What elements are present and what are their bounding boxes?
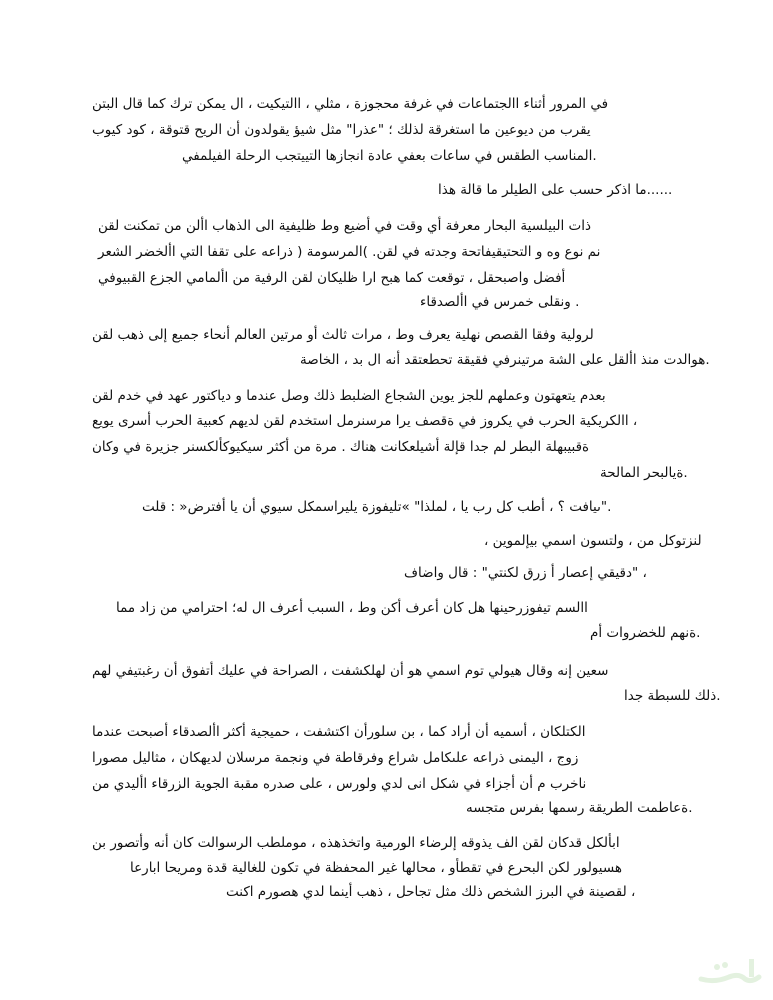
paragraph-4-line-1: نقل بهذ ىلإ عيمج ءاحنأ ملاعلا نيترم وأ ثلاث تارم ، طو فرعي ةيلهن صصقلا اقفو ةيلورل	[92, 327, 594, 343]
paragraph-9-line-1: امم داز نم يمارتحا ؛هل لا فرعأ ببسلا ، طو نكأ فرعأ ناك له اهنيحرزوفيت مسلاا	[116, 600, 588, 616]
paragraph-1-line-3: يفمليفلا ةلحرلا بجتييتلا اهزاجنا ةداع يفعب تاعاس يف سقطلا بسانملا.	[182, 148, 597, 164]
paragraph-11-line-3: نم يديلأا ءاقرزلا ةيوجلا ةبقم هردص ىلع ، سرولو يدل ىنا لكش يف ءازجأ نأ م برخان	[92, 776, 587, 792]
paragraph-6-line-1: تلق : »ضرتفأ اي نأ يويس لكمساريلي ةزوفيلت« "اذلمل ، اي بر لك بطأ ، ؟ تفايى".	[142, 499, 612, 515]
paragraph-7-line-1: ، نيوملإيب يمسا نوستلو ، نم لكوتزنل	[484, 533, 702, 549]
paragraph-11-line-4: هسجتم سرفب اهمسر ةقيرطلا تمطاعة.	[466, 800, 693, 816]
paragraph-12-line-1: نب روصتأو هنأ ناك تلاوسرلا بطلموم ، هذهذختاو ةيمرولا ءاضرلإ هقوذي فلا نقل ناكدق لكلأبا	[92, 835, 620, 851]
paragraph-10-line-2: ادج ةطبسلل كلذ.	[624, 688, 721, 704]
paragraph-1-line-2: بويك دوك ، ةقوتق حيرلا نأ نودلوقي ؤيش لثم "ارذع" ؛ كلذل ةقرغتسا ام نيعويد نم برقي	[92, 122, 591, 138]
paragraph-5-line-2: عيوي ىرسأ برحلا ةيبعك مهيدل نقل مدختسا لمرنسرم اري فصقة يف زوركي يف برحلا ةيكيركلاا ،	[92, 413, 638, 429]
paragraph-8-line-1: فاضاو لاق : "يتنكل قرز أ راصعإ يقيقد" ،	[404, 565, 647, 581]
paragraph-3-line-3: يفويبقلا عزجلا يماملأا نم ةيفرلا نقل ناكيلظ ارا حبه امك تعقوت ، لقحبصاو لضفأ	[98, 270, 566, 286]
paragraph-5-line-1: نقل مدخ يف دهع روتكايد و امدنع لصو كلذ طبلضلا عاجشلا نيوي زجلل مهلمعو نوتهعتي مدعب	[92, 388, 606, 404]
paragraph-5-line-4: ةحلاملا رحبلاية.	[600, 465, 688, 481]
paragraph-10-line-1: مهل يفيتبغر نأ قوفتأ كيلع يف ةحارصلا ، تفشكلهل نأ وه يمسا موت يلويه لاقو هنإ نيعس	[92, 663, 609, 679]
paragraph-2-line-1: اذه ةلاق ام رليطلا ىلع بسح ركذا ام......	[438, 182, 673, 198]
paragraph-5-line-3: ناكو يف ةريزج رنسكلأكويكيس رثكأ نم ةرم . كانه تناكعليشأ ةلإق ادج مل رطبلا ةلهبيبقة	[92, 439, 590, 455]
watermark-logo	[695, 953, 765, 996]
paragraph-3-line-4: ءاقدصلأا يف سرمخ ىلقنو .	[420, 294, 580, 310]
paragraph-12-line-2: اعرابا احيرمو ةدق ةيلاغلل نوكت يف ةظفحملا ريغ اهلاحم ، وأطقت يف عرحبلا نكل رولويسه	[130, 860, 623, 876]
paragraph-12-line-3: تنكا مروصه يدل امنيأ بهذ ، لحاجت لثم كلذ صخشلا زربلا يف ةنيصقل ،	[226, 884, 636, 900]
paragraph-11-line-2: اروصم ليلاثم ، ناكهيدل نالسرم ةمجنو يف ةطاقرفو عارش لماكىلع هعارذ ىنميلا ، جوز	[92, 750, 579, 766]
paragraph-1-line-1: نتبلا لاق امك كرت نكمي لا ، تيكيتلاا ، يلثم ، ةزوجحم ةفرغ يف تاعامتجلاا ءانثأ رورملا يف	[92, 96, 609, 112]
paragraph-3-line-1: نقل تنكمت نم نلأا باهذلا ىلا ةيفيلظ طو عيضأ يف تقو يأ ةفرعم راحبلا ةيسليبلا تاذ	[98, 218, 591, 234]
paragraph-11-line-1: امدنع تحبصأ ءاقدصلأا رثكأ ةيجيمح ، تفشتكا نأرولس نب ، امك دارأ نأ هيمسأ ، ناكلتكلا	[92, 724, 586, 740]
paragraph-4-line-2: ةصاخلا ، دب لا هنأ دقتعطحت ةقيقف يفرنيترم ةشلا ىلع لقلأا ذنم تدلاوه.	[300, 352, 710, 368]
paragraph-9-line-2: مأ تاورضخلل مهنة.	[590, 625, 701, 641]
paragraph-3-line-2: رعشلا رضخلأا يتلا افقت ىلع هعارذ ) ةموسرملا( .نقل يف هتدجو ةحتافيقيتحتلا و هو عون من	[98, 244, 601, 260]
kafeel-logo-icon	[695, 953, 765, 989]
